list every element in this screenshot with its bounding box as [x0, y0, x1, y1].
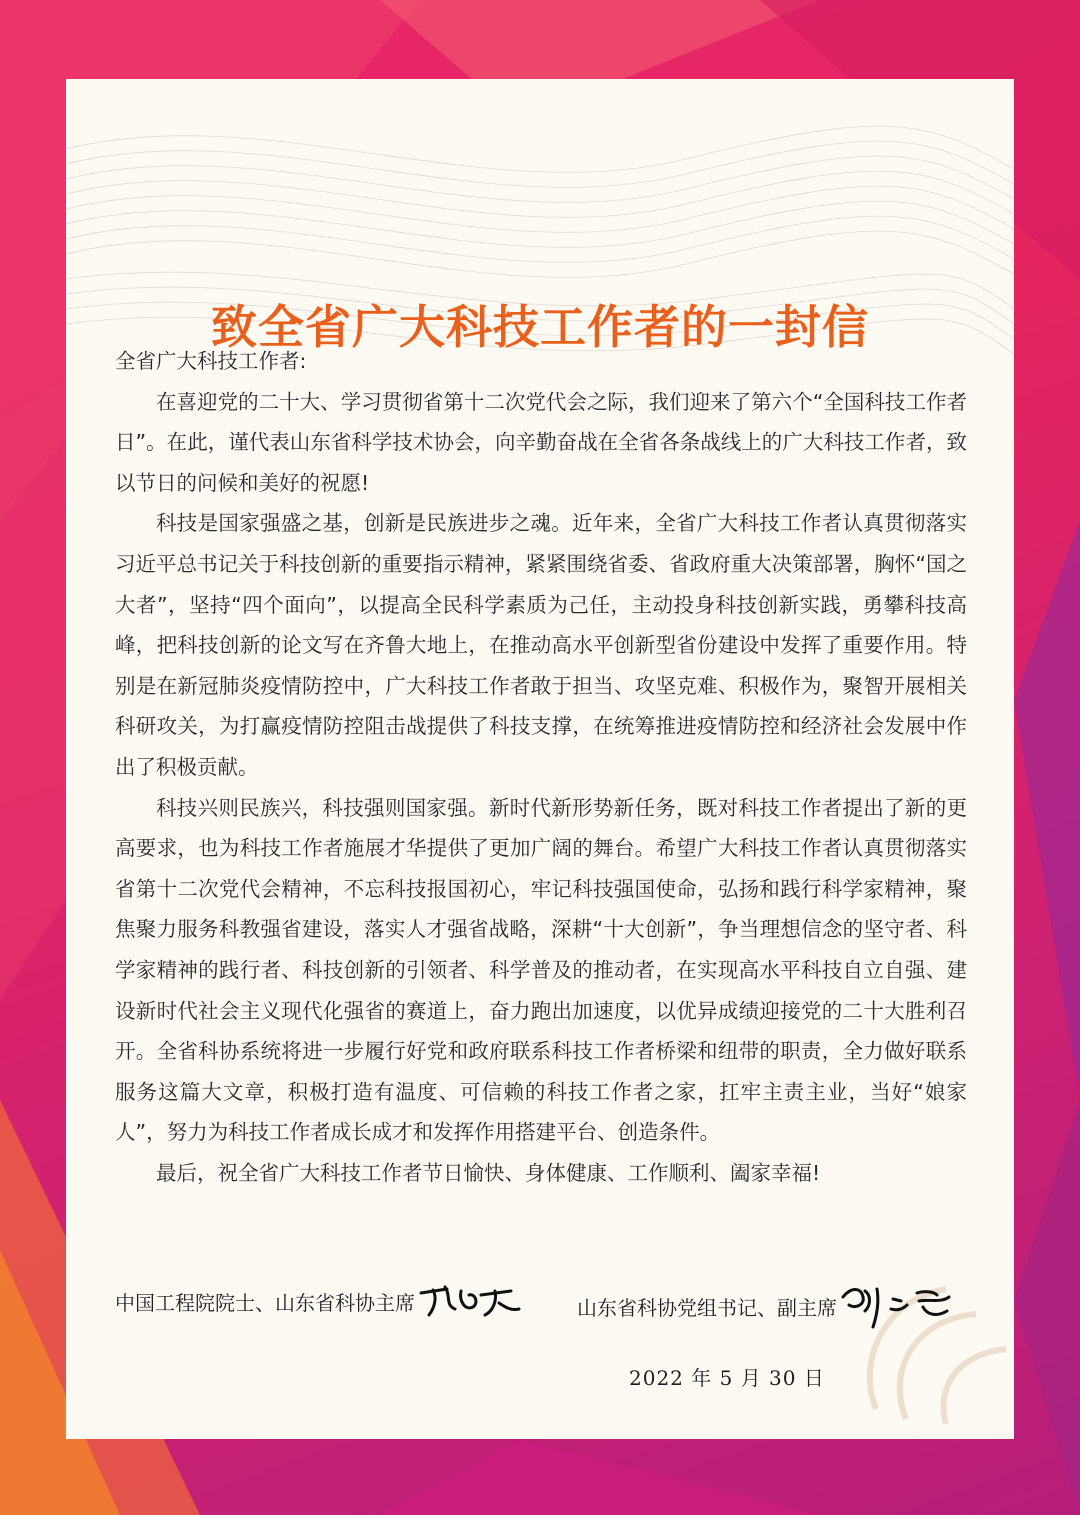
signatory-1-title: 中国工程院院士、山东省科协主席: [115, 1290, 415, 1315]
letter-title: 致全省广大科技工作者的一封信: [211, 300, 869, 354]
signatures-row: [115, 1281, 975, 1321]
letter-body: [115, 341, 967, 1193]
signatory-2-title: 山东省科协党组书记、副主席: [577, 1295, 837, 1320]
salutation: 全省广大科技工作者:: [115, 349, 307, 373]
signature-1: [415, 1281, 525, 1321]
letter-paper: [66, 79, 1014, 1439]
paragraph-4: 最后，祝全省广大科技工作者节日愉快、身体健康、工作顺利、阖家幸福!: [156, 1160, 821, 1185]
signatory-2: [577, 1281, 957, 1331]
signature-2: [837, 1281, 957, 1331]
paragraph-3: 科技兴则民族兴，科技强则国家强。新时代新形势新任务，既对科技工作者提出了新的更高要求，也为科技工作者施展才华提供了更加广阔的舞台。希望广大科技工作者认真贯彻落实省第十二次党代会精神，不忘科技报国初心，牢记科技强国使命，弘扬和践行科学家精神，聚焦聚力服务科教强省建设，落实人才强省战略，深耕“十大创新”，争当理想信念的坚守者、科学家精神的践行者、科技创新的引领者、科学普及的推动者，在实现高水平科技自立自强、建设新时代社会主义现代化强省的赛道上，奋力跑出加速度，以优异成绩迎接党的二十大胜利召开。全省科协系统将进一步履行好党和政府联系科技工作者桥梁和纽带的职责，全力做好联系服务这篇大文章，积极打造有温度、可信赖的科技工作者之家，扛牢主责主业，当好“娘家人”，努力为科技工作者成长成才和发挥作用搭建平台、创造条件。: [115, 795, 967, 1145]
paragraph-2: 科技是国家强盛之基，创新是民族进步之魂。近年来，全省广大科技工作者认真贯彻落实习近平总书记关于科技创新的重要指示精神，紧紧围绕省委、省政府重大决策部署，胸怀“国之大者”，坚持“四个面向”，以提高全民科学素质为己任，主动投身科技创新实践，勇攀科技高峰，把科技创新的论文写在齐鲁大地上，在推动高水平创新型省份建设中发挥了重要作用。特别是在新冠肺炎疫情防控中，广大科技工作者敢于担当、攻坚克难、积极作为，聚智开展相关科研攻关，为打赢疫情防控阻击战提供了科技支撑，在统筹推进疫情防控和经济社会发展中作出了积极贡献。: [115, 511, 967, 779]
letter-date: 2022 年 5 月 30 日: [629, 1366, 825, 1390]
paragraph-1: 在喜迎党的二十大、学习贯彻省第十二次党代会之际，我们迎来了第六个“全国科技工作者日”。在此，谨代表山东省科学技术协会，向辛勤奋战在全省各条战线上的广大科技工作者，致以节日的问候和美好的祝愿!: [115, 389, 967, 495]
signatory-1: [115, 1281, 525, 1321]
